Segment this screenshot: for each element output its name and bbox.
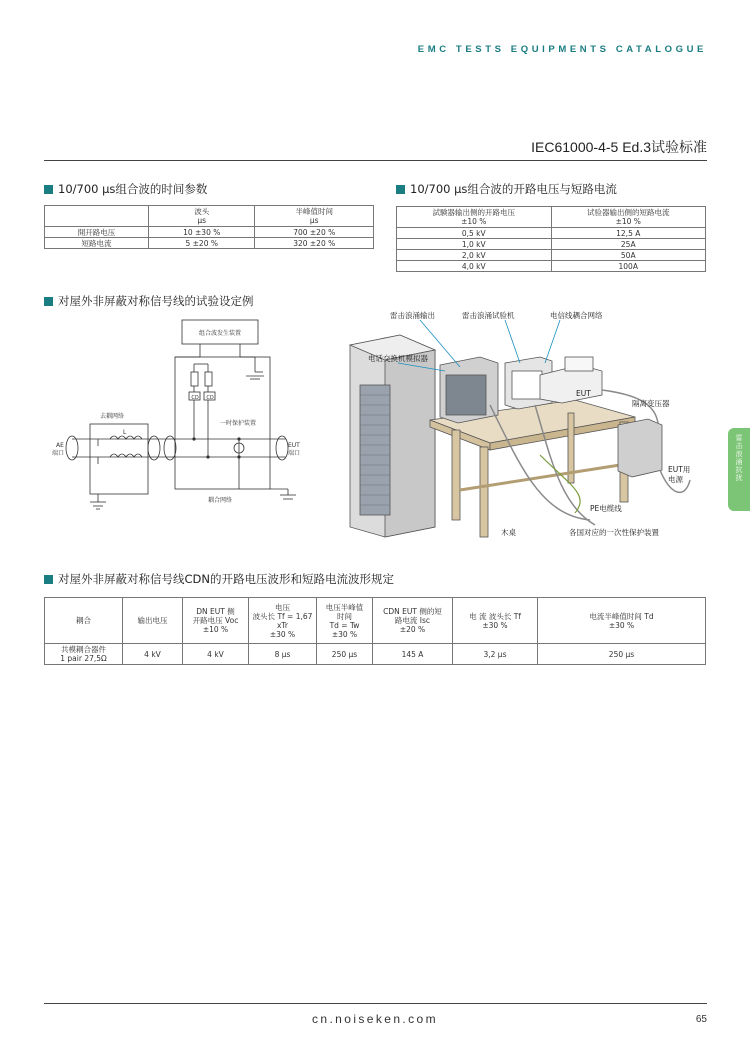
header-divider [44, 160, 707, 161]
table-header-cell [453, 598, 538, 644]
table-header-cell [373, 598, 453, 644]
table-header-cell [255, 206, 374, 227]
cell-text: 波头 μs [194, 207, 210, 225]
cell-text: 试验器输出侧的短路电流 ±10 % [587, 208, 670, 226]
label-eut: EUT [576, 389, 591, 398]
label-surge-tester: 雷击浪涌试验机 [462, 311, 515, 320]
section-marker-icon [396, 185, 405, 194]
ocv-scc-table [396, 206, 706, 272]
table-header-row [45, 598, 706, 644]
eut-label-line2: 端口 [288, 450, 301, 457]
table-cell: 10 ±30 % [149, 227, 255, 238]
label-eut-power-line2: 电源 [668, 475, 683, 484]
table-cell: 8 μs [249, 644, 317, 665]
table-cell: 開开路电压 [45, 227, 149, 238]
table-cell: 3,2 μs [453, 644, 538, 665]
table-cell: 5 ±20 % [149, 238, 255, 249]
section-heading-text: 10/700 μs组合波的时间参数 [58, 182, 208, 196]
cell-text: 电 流 波头长 Tf ±30 % [469, 611, 521, 630]
section-heading-ocv-scc [396, 181, 617, 197]
time-params-table [44, 205, 374, 249]
circuit-schematic [50, 312, 310, 517]
page-title: IEC61000-4-5 Ed.3试验标准 [531, 139, 707, 155]
cell-text: CDN EUT 侧的短 路电流 Isc ±20 % [383, 607, 442, 634]
section-heading-setup [44, 293, 254, 309]
cell-text: 电流半峰值时间 Td ±30 % [589, 611, 654, 630]
table-header-row [45, 206, 374, 227]
label-protection-device: 各国对应的一次性保护装置 [569, 528, 659, 537]
cell-text: 耦合 [76, 616, 91, 625]
table-row [397, 261, 706, 272]
footer-url[interactable]: cn.noiseken.com [311, 1012, 439, 1026]
side-section-tab[interactable] [728, 428, 750, 511]
label-exchange-simulator: 电话交换机模拟器 [368, 354, 428, 363]
cell-text: 試験器输出侧的开路电压 ±10 % [432, 208, 515, 226]
table-row [397, 239, 706, 250]
coupling-label: 耦合网络 [208, 497, 233, 504]
table-cell: 12,5 A [551, 228, 706, 239]
eut-port-label [288, 442, 300, 457]
label-isolation-transformer: 隔离变压器 [632, 399, 670, 408]
section-heading-text: 对屋外非屏蔽对称信号线CDN的开路电压波形和短路电流波形规定 [58, 572, 394, 586]
generator-label: 组合波发生装置 [198, 330, 242, 337]
label-eut-power [668, 465, 690, 484]
protection-label: 一时保护装置 [220, 420, 257, 427]
page-number: 65 [695, 1014, 707, 1025]
table-cell: 250 μs [317, 644, 373, 665]
footer-divider [44, 1003, 707, 1004]
table-header-cell [45, 598, 123, 644]
section-marker-icon [44, 185, 53, 194]
ae-label-line: AE [56, 442, 64, 449]
table-row [45, 644, 706, 665]
section-heading-text: 10/700 μs组合波的开路电压与短路电流 [410, 182, 617, 196]
table-cell: 145 A [373, 644, 453, 665]
catalogue-header: EMC TESTS EQUIPMENTS CATALOGUE [417, 44, 707, 55]
table-cell: 25A [551, 239, 706, 250]
ae-label-line2: 端口 [52, 450, 65, 457]
table-cell: 100A [551, 261, 706, 272]
table-row [45, 238, 374, 249]
cell-text: 输出电压 [137, 616, 168, 625]
table-cell: 短路电流 [45, 238, 149, 249]
section-heading-cdn-waveform [44, 571, 394, 587]
cell-text: DN EUT 侧 开路电压 Voc ±10 % [192, 607, 239, 634]
cd-label: CD [206, 395, 214, 401]
ae-port-label [52, 442, 64, 457]
label-surge-output: 雷击浪涌输出 [390, 311, 435, 320]
table-cell: 50A [551, 250, 706, 261]
table-header-row [397, 207, 706, 228]
side-tab-label: 雷击浪涌抗扰 [735, 434, 743, 482]
setup-illustration [340, 305, 710, 545]
table-cell: 2,0 kV [397, 250, 552, 261]
table-header-cell [149, 206, 255, 227]
label-pe-cable: PE电缆线 [590, 504, 622, 513]
table-header-cell [249, 598, 317, 644]
label-telecom-cdn: 电信线耦合网络 [550, 311, 603, 320]
table-cell: 1,0 kV [397, 239, 552, 250]
label-eut-power-line1: EUT用 [668, 465, 691, 474]
table-row [397, 250, 706, 261]
table-cell: 320 ±20 % [255, 238, 374, 249]
table-header-cell [123, 598, 183, 644]
section-heading-time-params [44, 181, 207, 197]
table-header-cell [397, 207, 552, 228]
table-cell: 0,5 kV [397, 228, 552, 239]
decoupling-label: 去耦网络 [100, 413, 125, 420]
table-cell: 4,0 kV [397, 261, 552, 272]
table-header-cell [538, 598, 706, 644]
cell-text: 半峰值时间 μs [295, 207, 333, 225]
inductor-label: L [123, 429, 127, 436]
eut-label-line: EUT [288, 442, 300, 449]
cdn-waveform-table [44, 597, 706, 665]
label-wooden-table: 木桌 [501, 528, 516, 537]
table-header-cell [317, 598, 373, 644]
cell-text: 电压半峰值 时间 Td = Tw ±30 % [325, 602, 364, 639]
section-marker-icon [44, 575, 53, 584]
table-cell [45, 644, 123, 665]
table-header-cell [183, 598, 249, 644]
table-cell: 4 kV [183, 644, 249, 665]
cell-text: 电压 波头长 Tf = 1,67 xTr ±30 % [252, 602, 313, 639]
section-marker-icon [44, 297, 53, 306]
section-heading-text: 对屋外非屏蔽对称信号线的试验设定例 [58, 294, 254, 308]
table-header-cell [551, 207, 706, 228]
table-header-cell [45, 206, 149, 227]
table-cell: 4 kV [123, 644, 183, 665]
table-row [45, 227, 374, 238]
cd-label: CD [191, 395, 199, 401]
table-cell: 250 μs [538, 644, 706, 665]
cell-text: 共模耦合器件 1 pair 27,5Ω [60, 645, 107, 663]
table-row [397, 228, 706, 239]
table-cell: 700 ±20 % [255, 227, 374, 238]
